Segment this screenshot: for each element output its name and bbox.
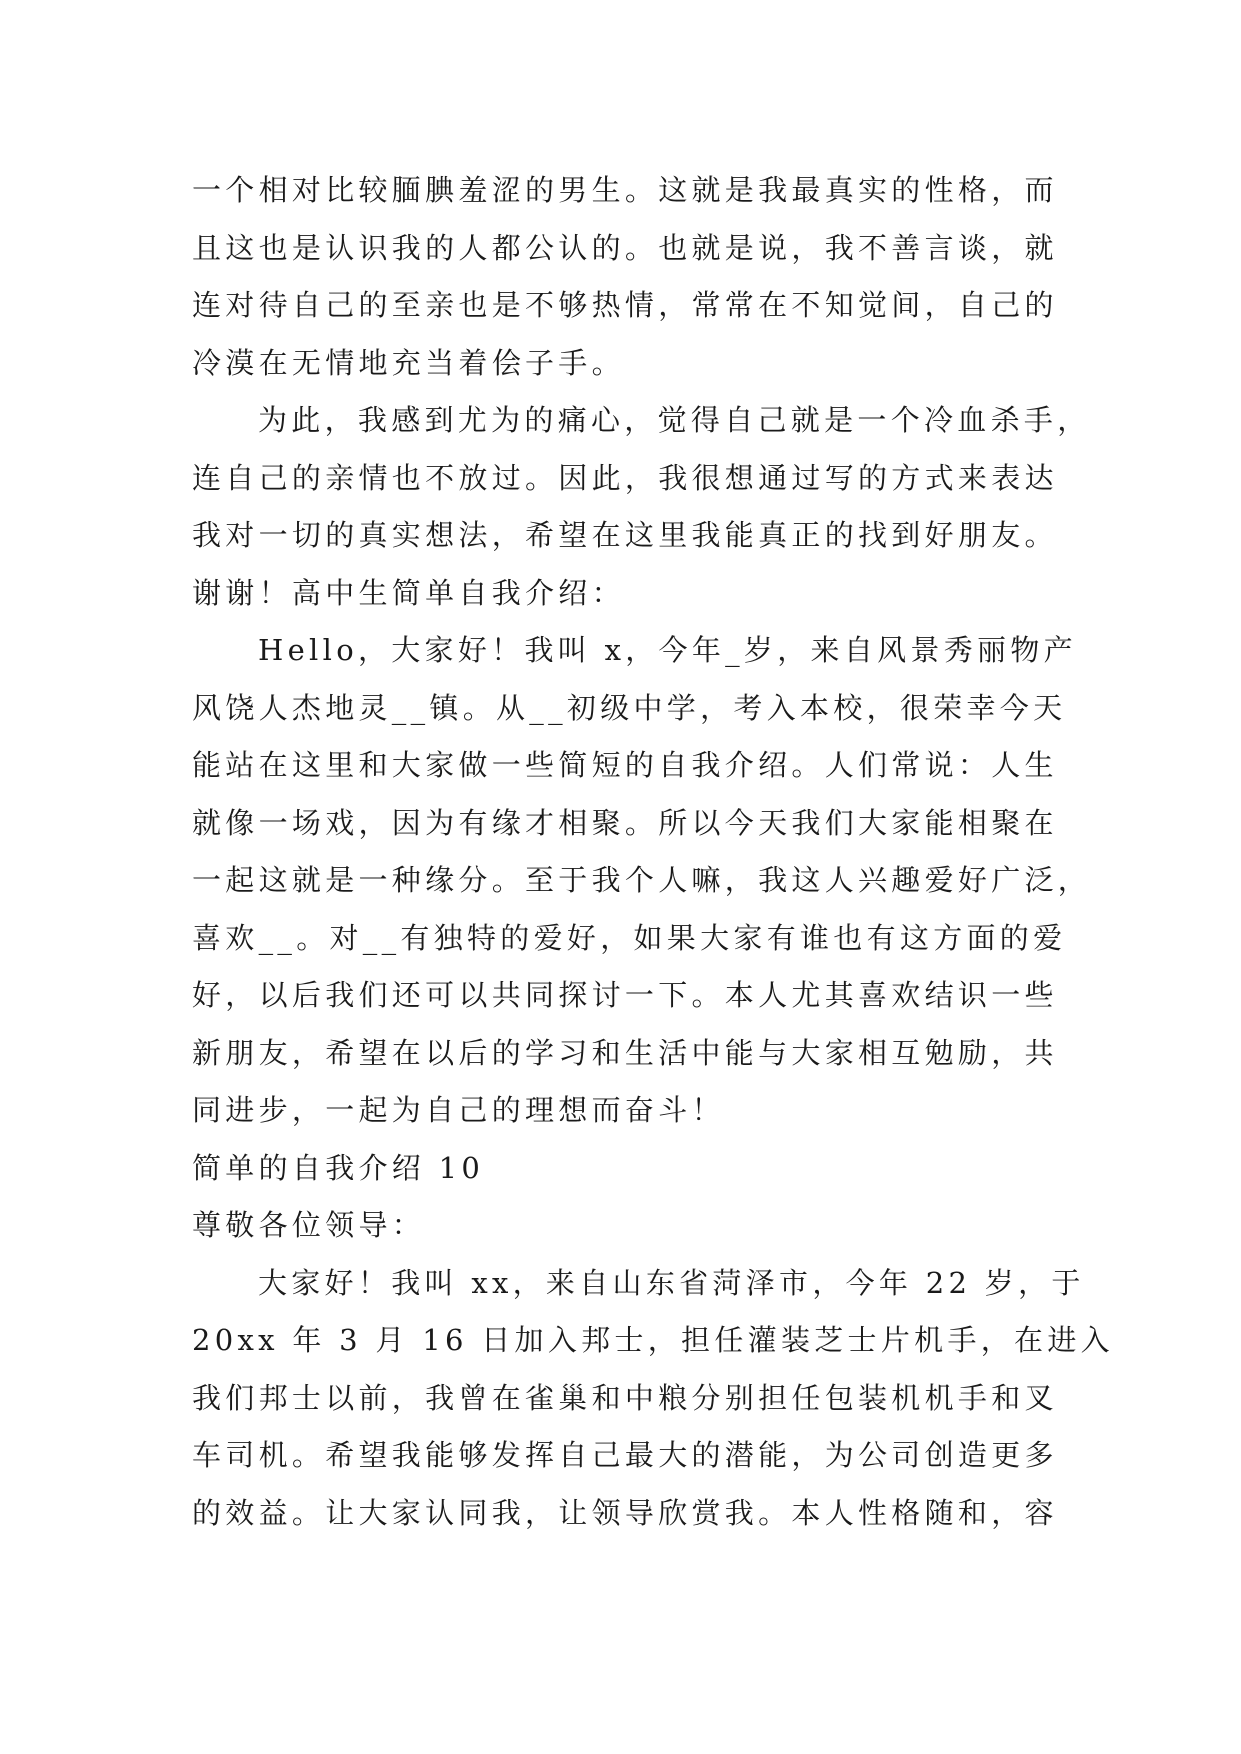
paragraph-first-line: 为此，我感到尤为的痛心，觉得自己就是一个冷血杀手， (258, 403, 1091, 437)
text-line: 能站在这里和大家做一些简短的自我介绍。人们常说：人生 (192, 748, 1058, 782)
section-heading: 简单的自我介绍 10 (192, 1150, 485, 1185)
paragraph-first-line: Hello，大家好！我叫 x，今年_岁，来自风景秀丽物产 (258, 633, 1077, 667)
text-line: 新朋友，希望在以后的学习和生活中能与大家相互勉励，共 (192, 1035, 1058, 1070)
text-line: 连自己的亲情也不放过。因此，我很想通过写的方式来表达 (192, 460, 1058, 495)
text-line: 20xx 年 3 月 16 日加入邦士，担任灌装芝士片机手，在进入 (192, 1323, 1114, 1357)
text-line: 我们邦士以前，我曾在雀巢和中粮分别担任包装机机手和叉 (192, 1380, 1058, 1415)
text-line: 喜欢__。对__有独特的爱好，如果大家有谁也有这方面的爱 (192, 920, 1067, 955)
text-line: 我对一切的真实想法，希望在这里我能真正的找到好朋友。 (192, 518, 1058, 552)
paragraph-first-line: 大家好！我叫 xx，来自山东省菏泽市，今年 22 岁，于 (258, 1265, 1085, 1300)
text-line: 一个相对比较腼腆羞涩的男生。这就是我最真实的性格，而 (192, 173, 1058, 207)
text-line: 连对待自己的至亲也是不够热情，常常在不知觉间，自己的 (192, 288, 1058, 322)
text-line: 车司机。希望我能够发挥自己最大的潜能，为公司创造更多 (192, 1438, 1058, 1472)
document-body (192, 162, 1114, 1542)
text-line: 且这也是认识我的人都公认的。也就是说，我不善言谈，就 (192, 230, 1058, 265)
text-line: 一起这就是一种缘分。至于我个人嘛，我这人兴趣爱好广泛， (192, 863, 1092, 897)
salutation: 尊敬各位领导： (192, 1208, 426, 1242)
text-line: 的效益。让大家认同我，让领导欣赏我。本人性格随和，容 (192, 1495, 1058, 1530)
text-line: 好，以后我们还可以共同探讨一下。本人尤其喜欢结识一些 (192, 978, 1058, 1012)
text-line: 谢谢！高中生简单自我介绍： (192, 575, 625, 610)
text-line: 同进步，一起为自己的理想而奋斗！ (192, 1093, 725, 1127)
text-line: 冷漠在无情地充当着侩子手。 (192, 345, 625, 380)
text-line: 就像一场戏，因为有缘才相聚。所以今天我们大家能相聚在 (192, 805, 1058, 840)
text-line: 风饶人杰地灵__镇。从__初级中学，考入本校，很荣幸今天 (192, 690, 1067, 725)
